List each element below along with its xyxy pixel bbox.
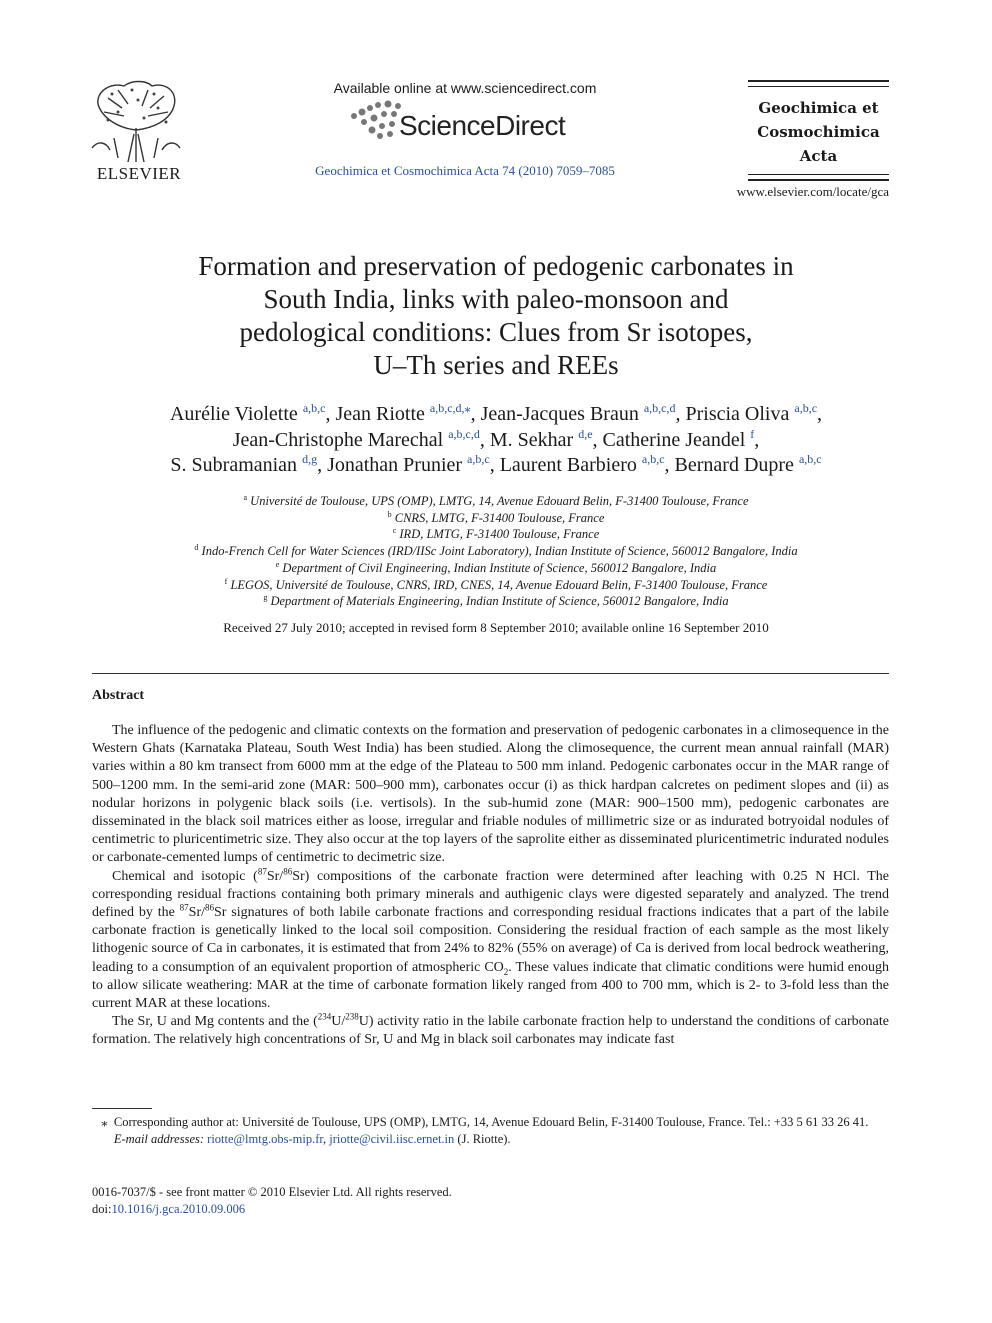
article-title	[96, 250, 896, 382]
abstract-text: Sr signatures of both labile carbonate fractions and corresponding residual fractions indicates that a part of the labile carbonate fraction is genetically linked to the local soil composition. Considering the residual fraction of each sample as the most likely lithogenic source of Ca in carbonates, it is estimated that from 24% to 82% (55% on average) of Ca is derived from local bedrock weathering, leading to a consumption of an equivalent proportion of atmospheric CO	[92, 905, 889, 975]
author-separator: ,	[489, 454, 500, 476]
abstract-text: The Sr, U and Mg contents and the (	[112, 1014, 318, 1030]
email-separator: ,	[323, 1131, 330, 1146]
subscript: 2	[503, 966, 509, 977]
title-line: Formation and preservation of pedogenic carbonates in	[198, 251, 794, 281]
affiliation-text: Department of Materials Engineering, Indian Institute of Science, 560012 Bangalore, India	[270, 594, 729, 609]
author-affil-marks[interactable]: f	[750, 426, 755, 441]
author-name[interactable]: Jean-Christophe Marechal	[232, 428, 444, 451]
author-name[interactable]: S. Subramanian	[170, 454, 298, 476]
doi-label: doi:	[92, 1201, 112, 1216]
footnote-text: Corresponding author at: Université de Toulouse, UPS (OMP), LMTG, 14, Avenue Edouard Belin, F-31400 Toulouse, France. Tel.: +33 5 61 33 26 41.	[113, 1115, 869, 1129]
available-online-text: Available online at www.sciencedirect.com	[333, 80, 597, 96]
box-rule	[748, 86, 889, 87]
article-history-dates: Received 27 July 2010; accepted in revised form 8 September 2010; available online 16 September 2010	[223, 620, 769, 635]
abstract-text: U/	[331, 1014, 346, 1030]
author-name[interactable]: M. Sekhar	[489, 428, 574, 451]
footnote-line	[92, 1131, 889, 1148]
corresponding-author-footnote	[92, 1114, 889, 1147]
affiliation-item	[96, 560, 896, 577]
author-separator: ,	[325, 403, 336, 425]
affiliation-text: LEGOS, Université de Toulouse, CNRS, IRD, CNES, 14, Avenue Edouard Belin, F-31400 Toulouse, France	[230, 577, 768, 592]
affiliation-key: g	[263, 593, 268, 603]
journal-title-line: Geochimica et	[758, 99, 879, 117]
abstract-heading: Abstract	[92, 688, 145, 703]
affiliation-item	[96, 593, 896, 610]
copyright-block	[92, 1184, 452, 1217]
author-name[interactable]: Jonathan Prunier	[327, 454, 463, 476]
isotope-mass: 86	[283, 865, 293, 876]
isotope-mass: 86	[205, 902, 214, 913]
abstract-text: Sr) compositions of the carbonate fraction were determined after leaching with 0.25 N HCl. The corresponding residual fractions containing both primary minerals and authigenic clays were digested separately and analyzed. The trend defined by the	[92, 868, 889, 921]
author-affil-marks[interactable]: a,b,c	[641, 452, 665, 466]
author-separator: ,	[470, 403, 481, 425]
isotope-mass: 238	[345, 1011, 359, 1022]
author-affil-marks[interactable]: a,b,c	[794, 401, 818, 415]
affiliation-text: Indo-French Cell for Water Sciences (IRD/IISc Joint Laboratory), Indian Institute of Science, 560012 Bangalore, India	[201, 544, 798, 559]
author-separator: ,	[479, 428, 490, 451]
title-line: South India, links with paleo-monsoon and	[263, 284, 729, 314]
box-rule	[748, 179, 889, 181]
isotope-mass: 234	[317, 1011, 332, 1022]
affiliation-key: b	[387, 509, 392, 519]
author-affil-marks[interactable]: a,b,c	[467, 452, 490, 466]
isotope-mass: 87	[179, 902, 189, 913]
email-link[interactable]: riotte@lmtg.obs-mip.fr	[207, 1131, 324, 1146]
abstract-paragraph	[92, 1013, 889, 1049]
box-rule	[748, 174, 889, 175]
email-suffix: (J. Riotte).	[454, 1131, 511, 1146]
affiliation-key: c	[392, 526, 397, 536]
author-affil-marks[interactable]: d,e	[578, 426, 593, 441]
affiliation-item	[96, 493, 896, 510]
journal-title	[748, 96, 889, 168]
abstract-body	[92, 722, 889, 1050]
affiliation-text: IRD, LMTG, F-31400 Toulouse, France	[399, 527, 600, 542]
author-list	[86, 402, 906, 479]
journal-title-line: Cosmochimica	[757, 123, 880, 141]
footnote-rule	[92, 1108, 152, 1109]
affiliation-item	[96, 510, 896, 527]
author-name[interactable]: Bernard Dupre	[674, 454, 794, 476]
author-line	[86, 453, 906, 479]
title-line: pedological conditions: Clues from Sr isotopes,	[239, 317, 753, 347]
journal-citation-link[interactable]: Geochimica et Cosmochimica Acta 74 (2010) 7059–7085	[315, 163, 615, 178]
doi-line	[92, 1201, 452, 1218]
abstract-paragraph	[92, 865, 889, 1014]
elsevier-wordmark: ELSEVIER	[96, 164, 182, 183]
journal-title-line: Acta	[799, 147, 838, 165]
abstract-text: . These values indicate that climatic conditions were humid enough to allow silicate weathering: MAR at the time of carbonate formation likely ranged from 400 to 700 mm, which is 2- to 3-fold less than the current MAR at these locations.	[92, 959, 889, 1012]
author-name[interactable]: Jean-Jacques Braun	[480, 403, 639, 425]
affiliation-key: e	[275, 559, 280, 569]
author-separator: ,	[664, 454, 675, 476]
author-name[interactable]: Catherine Jeandel	[602, 428, 746, 451]
doi-link[interactable]: 10.1016/j.gca.2010.09.006	[111, 1201, 246, 1216]
abstract-text: Sr/	[188, 905, 205, 921]
isotope-mass: 87	[257, 865, 267, 876]
affiliation-item	[96, 577, 896, 594]
box-rule	[748, 80, 889, 82]
footnote-line	[92, 1114, 889, 1131]
author-separator: ,	[754, 428, 760, 451]
email-label: E-mail addresses:	[113, 1131, 205, 1146]
author-separator: ,	[317, 454, 328, 476]
section-divider	[92, 673, 889, 674]
email-link[interactable]: jriotte@civil.iisc.ernet.in	[329, 1131, 455, 1146]
affiliation-text: CNRS, LMTG, F-31400 Toulouse, France	[394, 510, 605, 525]
affiliation-key: a	[243, 493, 248, 502]
author-affil-marks[interactable]: a,b,c	[302, 401, 326, 415]
affiliation-item	[96, 526, 896, 543]
author-separator: ,	[592, 428, 603, 451]
author-name[interactable]: Aurélie Violette	[169, 403, 298, 425]
author-name[interactable]: Priscia Oliva	[685, 403, 790, 425]
abstract-paragraph: The influence of the pedogenic and climatic contexts on the formation and preservation of pedogenic carbonates in a climosequence in the Western Ghats (Karnataka Plateau, South West India) has been studied. Along the climosequence, the current mean annual rainfall (MAR) varies within a 80 km transect from 6000 mm at the edge of the Plateau to 500 mm inland. Pedogenic carbonates occur in the MAR range of 500–1200 mm. In the semi-arid zone (MAR: 500–900 mm), carbonates occur (i) as thick hardpan calcretes on pediment slopes and (ii) as nodular horizons in polygenic black soils (i.e. vertisols). In the sub-humid zone (MAR: 900–1500 mm), pedogenic carbonates are disseminated in the black soil matrices either as loose, irregular and friable nodules of millimetric size or as indurated botryoidal nodules of centimetric to pluricentimetric size. They also occur at the top layers of the saprolite either as disseminated pluricentimetric indurated nodules or carbonate-cemented lumps of centimetric to decimetric size.	[92, 723, 889, 866]
author-affil-marks[interactable]: d,g	[302, 452, 318, 466]
affiliation-text: Department of Civil Engineering, Indian Institute of Science, 560012 Bangalore, India	[282, 560, 717, 575]
author-name[interactable]: Jean Riotte	[335, 403, 425, 425]
affiliation-key: d	[194, 543, 199, 553]
abstract-text: Sr/	[266, 868, 284, 884]
author-affil-marks[interactable]: a,b,c,d	[448, 426, 480, 441]
author-affil-marks[interactable]: a,b,c,d,⁎	[429, 401, 471, 415]
author-affil-marks[interactable]: a,b,c	[798, 452, 822, 466]
issn-line: 0016-7037/$ - see front matter © 2010 Elsevier Ltd. All rights reserved.	[92, 1185, 452, 1199]
author-line	[86, 402, 906, 428]
affiliation-key: f	[224, 576, 228, 586]
abstract-text: Chemical and isotopic (	[112, 868, 258, 884]
author-separator: ,	[817, 403, 823, 425]
author-line	[86, 428, 906, 454]
footnote-star: ⁎	[101, 1115, 108, 1129]
elsevier-tree-logo	[88, 78, 184, 162]
author-affil-marks[interactable]: a,b,c,d	[643, 401, 676, 415]
author-name[interactable]: Laurent Barbiero	[499, 454, 637, 476]
sciencedirect-logo-text: ScienceDirect	[399, 110, 566, 141]
affiliation-list	[96, 493, 896, 610]
journal-title-box	[748, 80, 889, 182]
abstract-text: U) activity ratio in the labile carbonate fraction help to understand the conditions of carbonate formation. The relatively high concentrations of Sr, U and Mg in black soil carbonates may indicate fast	[92, 1014, 889, 1048]
title-line: U–Th series and REEs	[373, 350, 619, 380]
journal-url-link[interactable]: www.elsevier.com/locate/gca	[736, 184, 889, 199]
affiliation-item	[96, 543, 896, 560]
affiliation-text: Université de Toulouse, UPS (OMP), LMTG, 14, Avenue Edouard Belin, F-31400 Toulouse, France	[250, 494, 749, 508]
author-separator: ,	[675, 403, 686, 425]
